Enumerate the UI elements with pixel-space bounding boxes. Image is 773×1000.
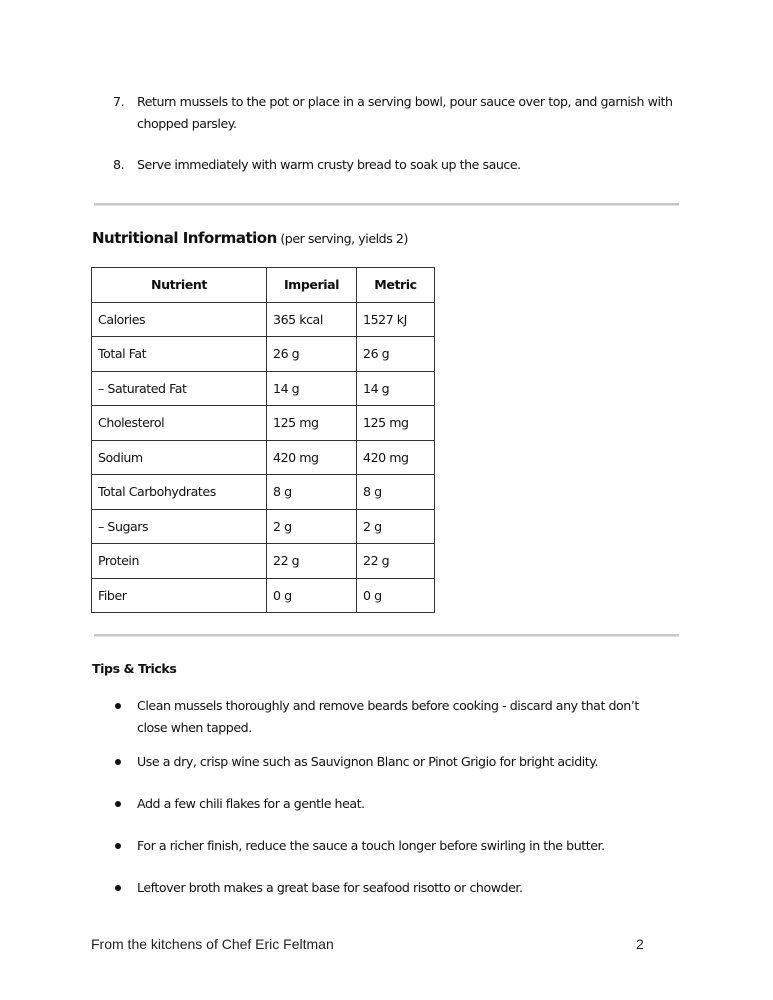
tips-heading: Tips & Tricks (92, 661, 177, 676)
divider (94, 634, 679, 637)
nutrition-subtitle: (per serving, yields 2) (276, 231, 408, 246)
bullet-icon (115, 759, 121, 765)
table-row (92, 302, 435, 337)
table-row (92, 509, 435, 544)
imperial-cell: 2 g (267, 509, 357, 544)
table-row (92, 406, 435, 441)
nutrient-cell: – Sugars (92, 509, 267, 544)
step-number: 7. (113, 94, 125, 109)
nutrition-table (91, 267, 435, 613)
metric-cell: 0 g (357, 578, 435, 613)
table-row (92, 440, 435, 475)
table-row (92, 337, 435, 372)
bullet-icon (115, 801, 121, 807)
tip-text: Clean mussels thoroughly and remove beards before cooking - discard any that don’t close when tapped. (137, 698, 639, 735)
nutrition-heading (92, 229, 408, 247)
table-header-row (92, 268, 435, 303)
metric-cell: 125 mg (357, 406, 435, 441)
table-row (92, 475, 435, 510)
imperial-cell: 125 mg (267, 406, 357, 441)
header-imperial: Imperial (267, 268, 357, 303)
nutrition-title: Nutritional Information (92, 229, 277, 247)
bullet-icon (115, 843, 121, 849)
metric-cell: 420 mg (357, 440, 435, 475)
imperial-cell: 365 kcal (267, 302, 357, 337)
metric-cell: 14 g (357, 371, 435, 406)
nutrient-cell: Sodium (92, 440, 267, 475)
table-row (92, 544, 435, 579)
metric-cell: 2 g (357, 509, 435, 544)
step-text: Serve immediately with warm crusty bread to soak up the sauce. (137, 157, 521, 172)
nutrient-cell: Cholesterol (92, 406, 267, 441)
nutrient-cell: – Saturated Fat (92, 371, 267, 406)
tip-text: Use a dry, crisp wine such as Sauvignon Blanc or Pinot Grigio for bright acidity. (137, 754, 599, 769)
table-row (92, 578, 435, 613)
imperial-cell: 26 g (267, 337, 357, 372)
footer-text: From the kitchens of Chef Eric Feltman (91, 936, 334, 952)
step-text: Return mussels to the pot or place in a serving bowl, pour sauce over top, and garnish with chopped parsley. (137, 94, 673, 131)
nutrient-cell: Protein (92, 544, 267, 579)
tip-text: For a richer finish, reduce the sauce a touch longer before swirling in the butter. (137, 838, 605, 853)
nutrient-cell: Total Fat (92, 337, 267, 372)
metric-cell: 1527 kJ (357, 302, 435, 337)
imperial-cell: 8 g (267, 475, 357, 510)
metric-cell: 22 g (357, 544, 435, 579)
nutrient-cell: Calories (92, 302, 267, 337)
imperial-cell: 420 mg (267, 440, 357, 475)
header-nutrient: Nutrient (92, 268, 267, 303)
metric-cell: 26 g (357, 337, 435, 372)
tip-text: Add a few chili flakes for a gentle heat. (137, 796, 365, 811)
nutrient-cell: Total Carbohydrates (92, 475, 267, 510)
metric-cell: 8 g (357, 475, 435, 510)
page-number: 2 (636, 936, 644, 952)
header-metric: Metric (357, 268, 435, 303)
tip-text: Leftover broth makes a great base for seafood risotto or chowder. (137, 880, 523, 895)
imperial-cell: 22 g (267, 544, 357, 579)
bullet-icon (115, 885, 121, 891)
divider (94, 203, 679, 206)
bullet-icon (115, 703, 121, 709)
imperial-cell: 0 g (267, 578, 357, 613)
step-number: 8. (113, 157, 125, 172)
nutrient-cell: Fiber (92, 578, 267, 613)
imperial-cell: 14 g (267, 371, 357, 406)
table-row (92, 371, 435, 406)
